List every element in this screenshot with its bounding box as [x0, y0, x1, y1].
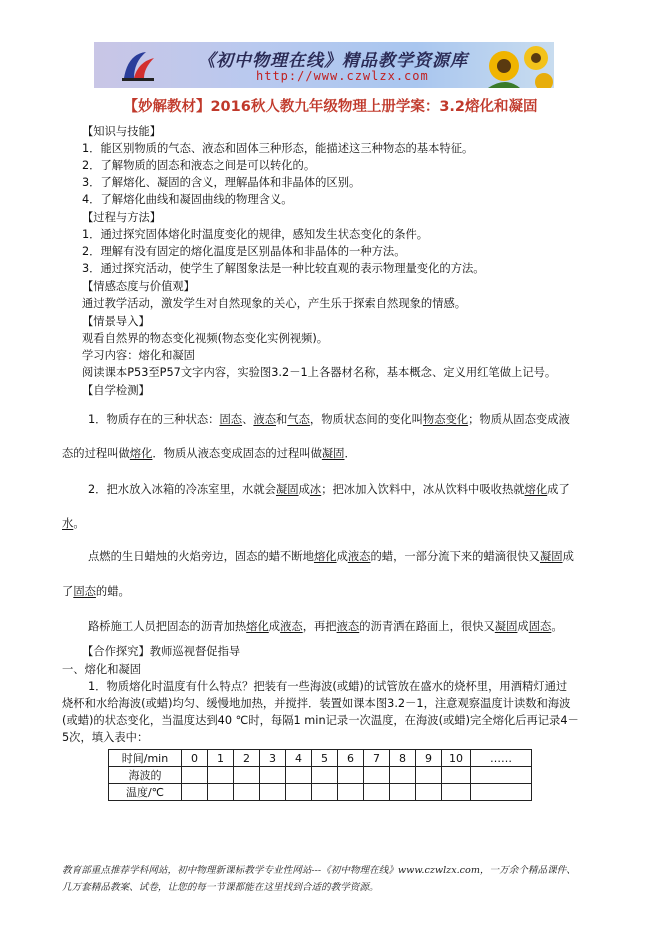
explore-section-title: 一、熔化和凝固	[62, 663, 142, 676]
answer-blank: 液态	[253, 413, 276, 426]
table-row	[109, 750, 532, 767]
table-header-cell: 0	[182, 750, 208, 767]
intro-line: 学习内容：熔化和凝固	[82, 349, 195, 362]
explore-line: 5次，填入表中：	[62, 731, 149, 744]
sunflower-icon	[486, 42, 554, 88]
process-heading: 【过程与方法】	[82, 211, 162, 224]
question-1-line-2: 态的过程叫做熔化．物质从液态变成固态的过程叫做凝固．	[62, 447, 356, 460]
banner-url[interactable]: http://www.czwlzx.com	[256, 69, 429, 83]
table-header-cell: 6	[338, 750, 364, 767]
footer-line: 几万套精品教案、试卷，让您的每一节课都能在这里找到合适的教学资源。	[62, 882, 379, 893]
intro-heading: 【情景导入】	[82, 315, 150, 328]
attitude-heading: 【情感态度与价值观】	[82, 280, 195, 293]
intro-line: 阅读课本P53至P57文字内容，实验图3.2－1上各器材名称，基本概念、定义用红笔做上记号。	[82, 366, 557, 379]
table-header-cell: 10	[442, 750, 471, 767]
attitude-text: 通过教学活动，激发学生对自然现象的关心，产生乐于探索自然现象的情感。	[82, 297, 467, 310]
question-1-line-1: 1．物质存在的三种状态：固态、液态和气态，物质状态间的变化叫物态变化；物质从固态变成液	[88, 413, 570, 426]
answer-blank: 熔化	[524, 483, 548, 496]
question-2-line-1: 2．把水放入冰箱的冷冻室里，水就会凝固成冰；把冰加入饮料中，冰从饮料中吸收热就熔化成了	[88, 483, 570, 496]
table-header-cell: 9	[416, 750, 442, 767]
knowledge-item: 1．能区别物质的气态、液态和固体三种形态，能描述这三种物态的基本特征。	[82, 142, 474, 155]
answer-blank: 液态	[347, 550, 371, 563]
explore-line: 1．物质熔化时温度有什么特点？把装有一些海波(或蜡)的试管放在盛水的烧杯里，用酒精灯通过	[88, 680, 568, 693]
paragraph-3-line-2: 了固态的蜡。	[62, 585, 130, 598]
answer-blank: 凝固	[494, 620, 518, 633]
process-item: 3．通过探究活动，使学生了解图象法是一种比较直观的表示物理量变化的方法。	[82, 262, 485, 275]
table-header-cell: 时间/min	[109, 750, 182, 767]
knowledge-item: 4．了解熔化曲线和凝固曲线的物理含义。	[82, 193, 293, 206]
site-logo-icon	[120, 48, 156, 84]
answer-blank: 水	[62, 517, 74, 530]
self-check-heading: 【自学检测】	[82, 384, 150, 397]
knowledge-item: 2．了解物质的固态和液态之间是可以转化的。	[82, 159, 316, 172]
answer-blank: 液态	[280, 620, 303, 633]
answer-blank: 凝固	[539, 550, 563, 563]
paragraph-4: 路桥施工人员把固态的沥青加热熔化成液态，再把液态的沥青洒在路面上，很快又凝固成固态。	[88, 620, 563, 633]
question-2-line-2: 水。	[62, 517, 85, 530]
answer-blank: 气态	[287, 413, 310, 426]
knowledge-item: 3．了解熔化、凝固的含义，理解晶体和非晶体的区别。	[82, 176, 361, 189]
banner-title: 《初中物理在线》精品教学资源库	[198, 51, 468, 71]
answer-blank: 凝固	[321, 447, 345, 460]
explore-heading: 【合作探究】教师巡视督促指导	[82, 645, 241, 658]
table-row-label: 海波的	[109, 767, 182, 784]
document-title: 【妙解教材】2016秋人教九年级物理上册学案：3.2熔化和凝固	[123, 99, 538, 115]
table-header-cell: 4	[286, 750, 312, 767]
explore-line: 烧杯和水给海波(或蜡)均匀、缓慢地加热，并搅拌．装置如课本图3.2－1，注意观察温度计读数和海波	[62, 697, 571, 710]
table-header-cell: 1	[208, 750, 234, 767]
intro-line: 观看自然界的物态变化视频(物态变化实例视频)。	[82, 332, 329, 345]
answer-blank: 固态	[73, 585, 96, 598]
answer-blank: 熔化	[246, 620, 269, 633]
answer-blank: 冰	[309, 483, 322, 496]
table-row	[109, 784, 532, 801]
table-header-cell: 5	[312, 750, 338, 767]
temperature-record-table	[108, 749, 532, 801]
answer-blank: 凝固	[275, 483, 299, 496]
table-row-label: 温度/℃	[109, 784, 182, 801]
process-item: 2．理解有没有固定的熔化温度是区别晶体和非晶体的一种方法。	[82, 245, 406, 258]
table-header-cell: 8	[390, 750, 416, 767]
table-header-cell: 2	[234, 750, 260, 767]
explore-line: (或蜡)的状态变化，当温度达到40 ℃时，每隔1 min记录一次温度，在海波(或蜡)完全熔化后再记录4－	[62, 714, 579, 727]
header-banner	[94, 42, 554, 88]
table-header-cell: ……	[471, 750, 532, 767]
table-row	[109, 767, 532, 784]
process-item: 1．通过探究固体熔化时温度变化的规律，感知发生状态变化的条件。	[82, 228, 429, 241]
table-header-cell: 7	[364, 750, 390, 767]
answer-blank: 物态变化	[422, 413, 469, 426]
knowledge-heading: 【知识与技能】	[82, 125, 162, 138]
page-footer	[62, 862, 576, 896]
footer-line: 教育部重点推荐学科网站，初中物理新课标教学专业性网站---《初中物理在线》www.czwlzx.com，一万余个精品课件、	[62, 865, 576, 876]
answer-blank: 固态	[219, 413, 243, 426]
paragraph-3-line-1: 点燃的生日蜡烛的火焰旁边，固态的蜡不断地熔化成液态的蜡，一部分流下来的蜡滴很快又凝固成	[88, 550, 574, 563]
answer-blank: 熔化	[313, 550, 337, 563]
answer-blank: 固态	[528, 620, 552, 633]
answer-blank: 液态	[336, 620, 360, 633]
answer-blank: 熔化	[129, 447, 153, 460]
table-header-cell: 3	[260, 750, 286, 767]
